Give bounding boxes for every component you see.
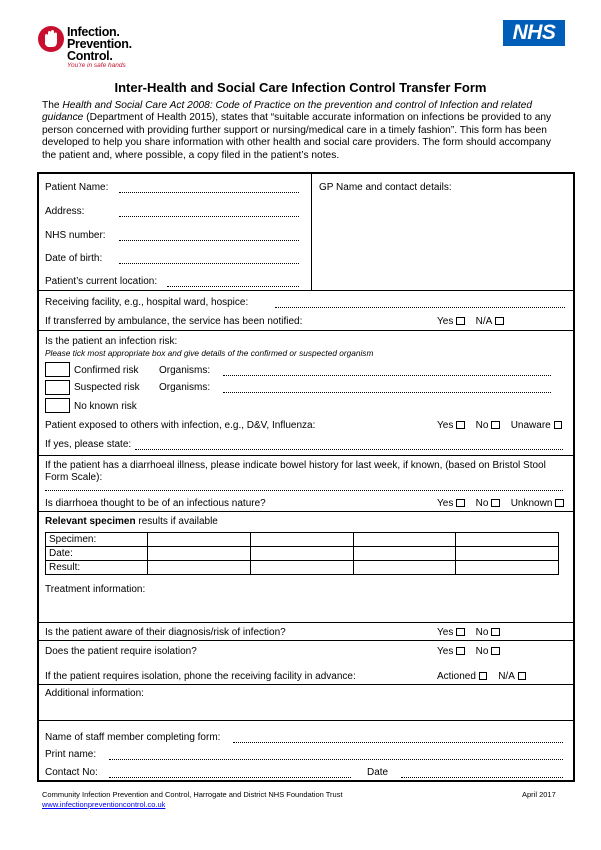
additional-info-label: Additional information:: [45, 688, 144, 699]
column-divider: [311, 174, 312, 290]
require-isolation-label: Does the patient require isolation?: [45, 646, 197, 657]
treatment-label: Treatment information:: [45, 584, 146, 595]
form-title: Inter-Health and Social Care Infection Control Transfer Form: [114, 80, 487, 95]
table-cell[interactable]: [148, 547, 251, 561]
require-yes-checkbox[interactable]: [456, 647, 465, 656]
logo-tagline: You're in safe hands: [67, 62, 126, 69]
receiving-section: [39, 290, 573, 291]
aware-label: Is the patient aware of their diagnosis/risk of infection?: [45, 627, 286, 638]
risk-question: Is the patient an infection risk:: [45, 336, 178, 347]
aware-no-label: No: [475, 627, 489, 638]
dob-label: Date of birth:: [45, 253, 103, 264]
table-cell[interactable]: [456, 561, 559, 575]
footer: [42, 790, 343, 810]
table-cell[interactable]: [353, 547, 456, 561]
diarrhoea-unknown-label: Unknown: [510, 498, 553, 509]
nhs-logo: NHS: [503, 20, 565, 46]
actioned-label: Actioned: [437, 671, 476, 682]
confirmed-risk-label: Confirmed risk: [74, 365, 139, 376]
bowel-history-field[interactable]: [45, 490, 563, 491]
row-divider: [39, 684, 573, 685]
phone-facility-options: [437, 671, 526, 682]
ambulance-yes-label: Yes: [437, 316, 454, 327]
phone-na-label: N/A: [498, 671, 515, 682]
date-label: Date: [367, 767, 389, 778]
address-label: Address:: [45, 206, 85, 217]
result-row-label: Result:: [46, 561, 148, 575]
table-cell[interactable]: [250, 547, 353, 561]
table-cell[interactable]: [148, 533, 251, 547]
row-divider: [39, 640, 573, 641]
exposed-no-label: No: [475, 420, 489, 431]
aware-options: [437, 627, 500, 638]
aware-yes-label: Yes: [437, 627, 454, 638]
footer-link[interactable]: www.infectionpreventioncontrol.co.uk: [42, 800, 166, 809]
ambulance-na-checkbox[interactable]: [495, 317, 504, 326]
table-cell[interactable]: [353, 561, 456, 575]
hand-logo-icon: [37, 25, 65, 53]
staff-name-label: Name of staff member completing form:: [45, 732, 221, 743]
specimen-heading: Relevant specimen results if available: [45, 516, 218, 527]
phone-facility-label: If the patient requires isolation, phone the receiving facility in advance:: [45, 671, 356, 682]
diarrhoea-yes-label: Yes: [437, 498, 454, 509]
diarrhoea-options: [437, 498, 564, 509]
address-field[interactable]: [119, 216, 299, 217]
require-no-label: No: [475, 646, 489, 657]
phone-na-checkbox[interactable]: [518, 672, 527, 681]
diarrhoea-question: Is diarrhoea thought to be of an infectious nature?: [45, 498, 266, 509]
intro-paragraph: The Health and Social Care Act 2008: Code of Practice on the prevention and control of Infection and related guidance (Department of Health 2015), states that “suitable accurate information on infections be provided to any person concerned with providing further support or nursing/medical care in a timely fashion”. This form has been developed to help you share information with other health and social care providers. The form should accompany the patient and, where possible, a copy filed in the patient’s notes.: [42, 100, 552, 161]
suspected-risk-label: Suspected risk: [74, 382, 140, 393]
footer-date: April 2017: [522, 790, 556, 799]
exposed-unaware-checkbox[interactable]: [554, 421, 563, 430]
diarrhoea-unknown-checkbox[interactable]: [555, 499, 564, 508]
diarrhoea-intro: If the patient has a diarrhoeal illness, please indicate bowel history for last week, if known, (based on Bristol Stool Form Scale):: [45, 460, 546, 483]
ambulance-yes-checkbox[interactable]: [456, 317, 465, 326]
footer-org: Community Infection Prevention and Control, Harrogate and District NHS Foundation Trust: [42, 790, 343, 799]
aware-yes-checkbox[interactable]: [456, 628, 465, 637]
actioned-checkbox[interactable]: [479, 672, 488, 681]
location-label: Patient’s current location:: [45, 276, 158, 287]
staff-name-field[interactable]: [233, 742, 563, 743]
receiving-facility-label: Receiving facility, e.g., hospital ward, hospice:: [45, 297, 249, 308]
ambulance-na-label: N/A: [475, 316, 493, 327]
suspected-organisms-field[interactable]: [223, 392, 551, 393]
ambulance-label: If transferred by ambulance, the service has been notified:: [45, 316, 303, 327]
confirmed-organisms-field[interactable]: [223, 375, 551, 376]
exposed-label: Patient exposed to others with infection, e.g., D&V, Influenza:: [45, 420, 316, 431]
exposed-unaware-label: Unaware: [510, 420, 551, 431]
print-name-label: Print name:: [45, 749, 97, 760]
diarrhoea-yes-checkbox[interactable]: [456, 499, 465, 508]
table-cell[interactable]: [250, 561, 353, 575]
exposed-yes-checkbox[interactable]: [456, 421, 465, 430]
diarrhoea-no-label: No: [475, 498, 489, 509]
table-cell[interactable]: [148, 561, 251, 575]
isolation-section: [39, 622, 573, 623]
diarrhoea-no-checkbox[interactable]: [491, 499, 500, 508]
logo-wordmark: Infection. Prevention. Control.: [67, 25, 132, 63]
table-cell[interactable]: [456, 547, 559, 561]
contact-label: Contact No:: [45, 767, 98, 778]
specimen-table: [45, 532, 559, 575]
date-row-label: Date:: [46, 547, 148, 561]
require-no-checkbox[interactable]: [491, 647, 500, 656]
dob-field[interactable]: [119, 263, 299, 264]
staff-section: [39, 720, 573, 721]
no-risk-checkbox[interactable]: [45, 398, 70, 413]
nhs-number-label: NHS number:: [45, 230, 106, 241]
ambulance-options: [437, 316, 504, 327]
transfer-form: [37, 172, 575, 782]
aware-no-checkbox[interactable]: [491, 628, 500, 637]
table-row: [46, 547, 559, 561]
diarrhoea-section: [39, 455, 573, 456]
if-yes-label: If yes, please state:: [45, 439, 132, 450]
location-field[interactable]: [167, 286, 299, 287]
contact-field[interactable]: [109, 777, 351, 778]
nhs-number-field[interactable]: [119, 240, 299, 241]
gp-label: GP Name and contact details:: [319, 182, 452, 193]
if-yes-field[interactable]: [135, 449, 563, 450]
table-row: [46, 561, 559, 575]
ipc-logo: [37, 25, 147, 71]
exposed-options: [437, 420, 562, 431]
require-yes-label: Yes: [437, 646, 454, 657]
exposed-no-checkbox[interactable]: [491, 421, 500, 430]
date-field[interactable]: [401, 777, 563, 778]
receiving-facility-field[interactable]: [275, 307, 565, 308]
print-name-field[interactable]: [109, 759, 563, 760]
exposed-yes-label: Yes: [437, 420, 454, 431]
table-cell[interactable]: [456, 533, 559, 547]
specimen-divider: [39, 511, 573, 512]
table-cell[interactable]: [353, 533, 456, 547]
specimen-row-label: Specimen:: [46, 533, 148, 547]
suspected-risk-checkbox[interactable]: [45, 380, 70, 395]
suspected-organisms-label: Organisms:: [159, 382, 211, 393]
table-row: [46, 533, 559, 547]
risk-section: [39, 330, 573, 331]
risk-instruction: Please tick most appropriate box and give details of the confirmed or suspected organism: [45, 348, 374, 358]
require-isolation-options: [437, 646, 500, 657]
patient-name-field[interactable]: [119, 192, 299, 193]
confirmed-risk-checkbox[interactable]: [45, 362, 70, 377]
no-risk-label: No known risk: [74, 401, 137, 412]
table-cell[interactable]: [250, 533, 353, 547]
confirmed-organisms-label: Organisms:: [159, 365, 211, 376]
patient-name-label: Patient Name:: [45, 182, 109, 193]
